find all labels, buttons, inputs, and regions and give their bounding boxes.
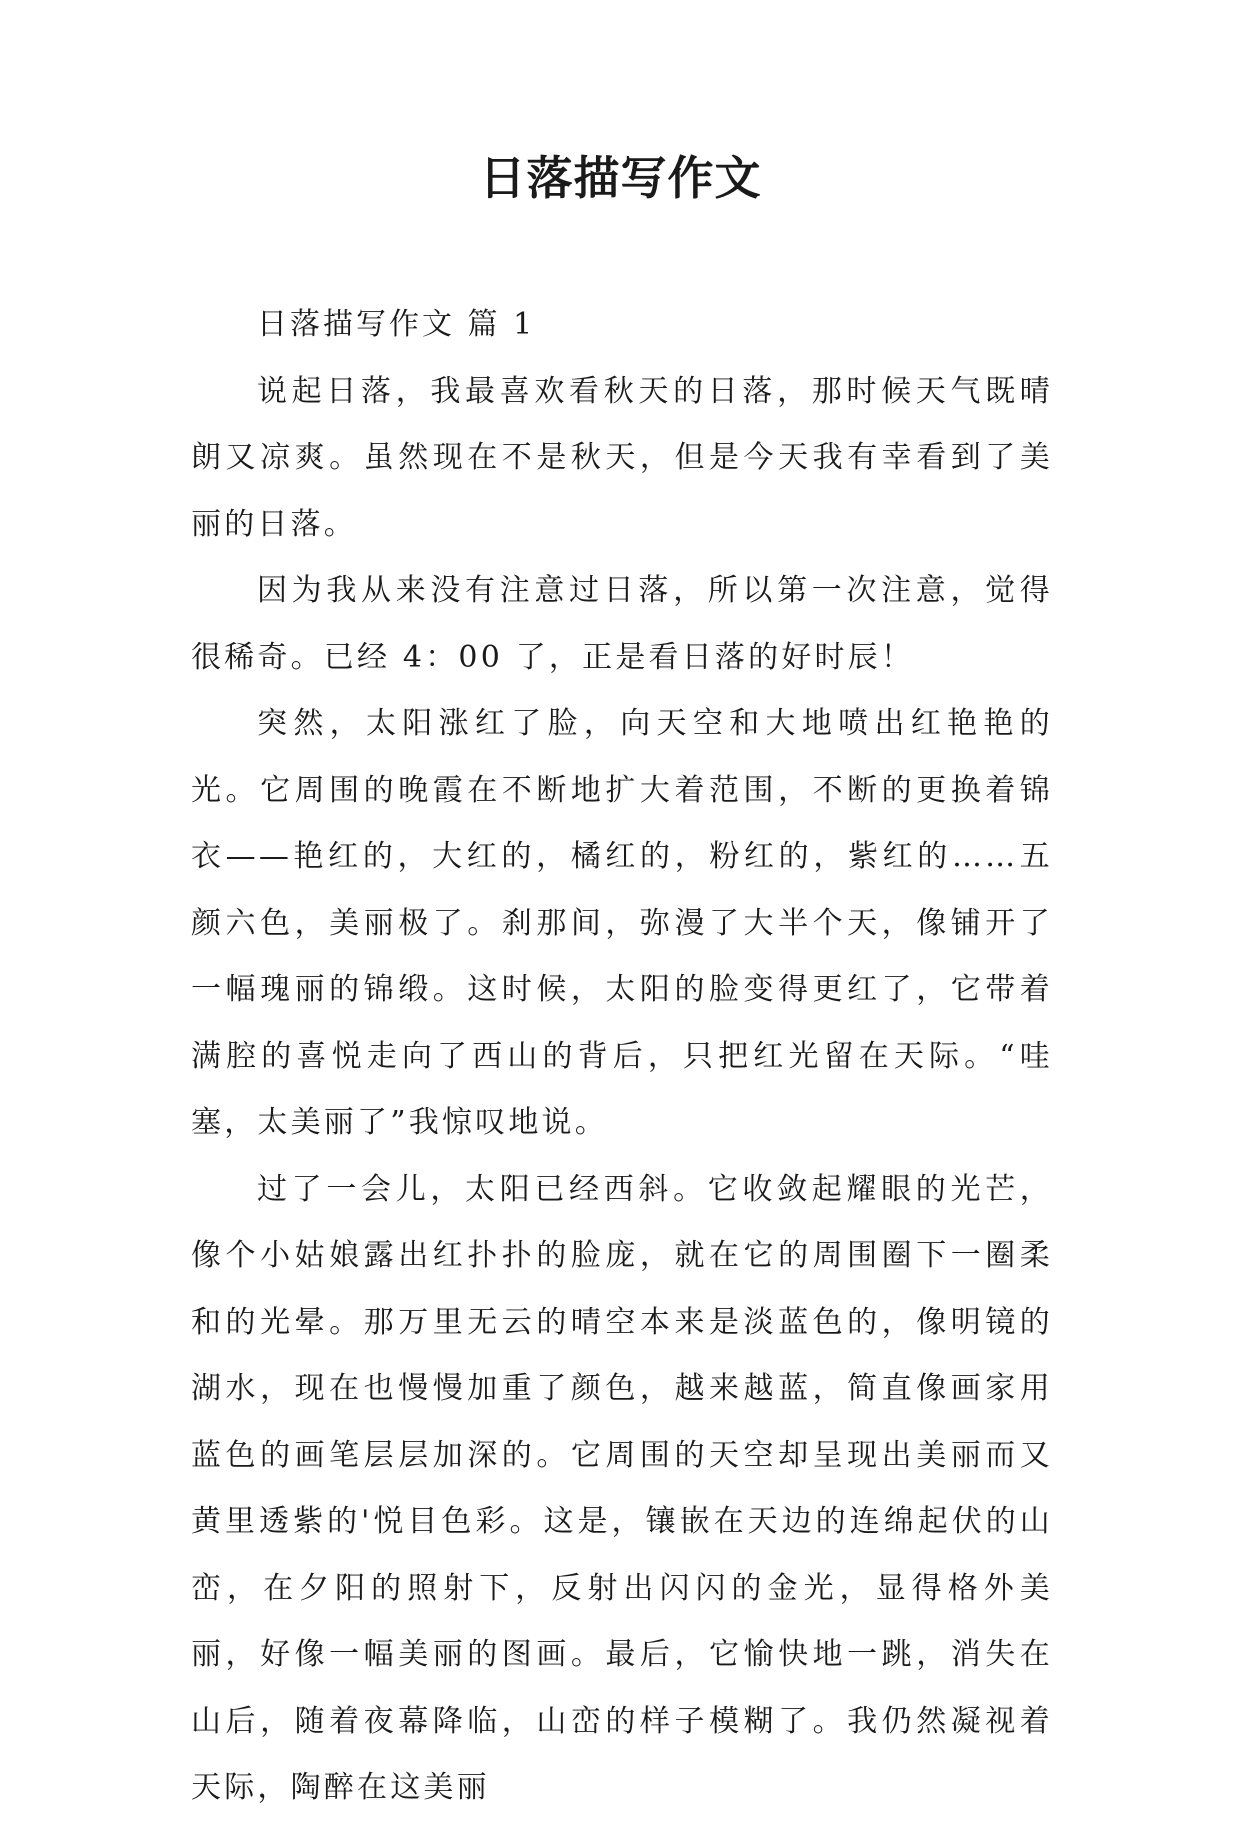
section-heading: 日落描写作文 篇 1: [257, 307, 536, 342]
paragraph-2: 因为我从来没有注意过日落，所以第一次注意，觉得很稀奇。已经 4：00 了，正是看日落的好时辰！: [191, 573, 1053, 675]
document-body: [191, 292, 1053, 1822]
paragraph-3: 突然，太阳涨红了脸，向天空和大地喷出红艳艳的光。它周围的晚霞在不断地扩大着范围，不断的更换着锦衣——艳红的，大红的，橘红的，粉红的，紫红的……五颜六色，美丽极了。刹那间，弥漫了大半个天，像铺开了一幅瑰丽的锦缎。这时候，太阳的脸变得更红了，它带着满腔的喜悦走向了西山的背后，只把红光留在天际。“哇塞，太美丽了”我惊叹地说。: [191, 706, 1053, 1140]
paragraph-4: 过了一会儿，太阳已经西斜。它收敛起耀眼的光芒，像个小姑娘露出红扑扑的脸庞，就在它的周围圈下一圈柔和的光晕。那万里无云的晴空本来是淡蓝色的，像明镜的湖水，现在也慢慢加重了颜色，越来越蓝，简直像画家用蓝色的画笔层层加深的。它周围的天空却呈现出美丽而又黄里透紫的'悦目色彩。这是，镶嵌在天边的连绵起伏的山峦，在夕阳的照射下，反射出闪闪的金光，显得格外美丽，好像一幅美丽的图画。最后，它愉快地一跳，消失在山后，随着夜幕降临，山峦的样子模糊了。我仍然凝视着天际，陶醉在这美丽: [191, 1171, 1053, 1805]
document-title: 日落描写作文: [479, 151, 762, 205]
paragraph-1: 说起日落，我最喜欢看秋天的日落，那时候天气既晴朗又凉爽。虽然现在不是秋天，但是今天我有幸看到了美丽的日落。: [191, 373, 1053, 542]
